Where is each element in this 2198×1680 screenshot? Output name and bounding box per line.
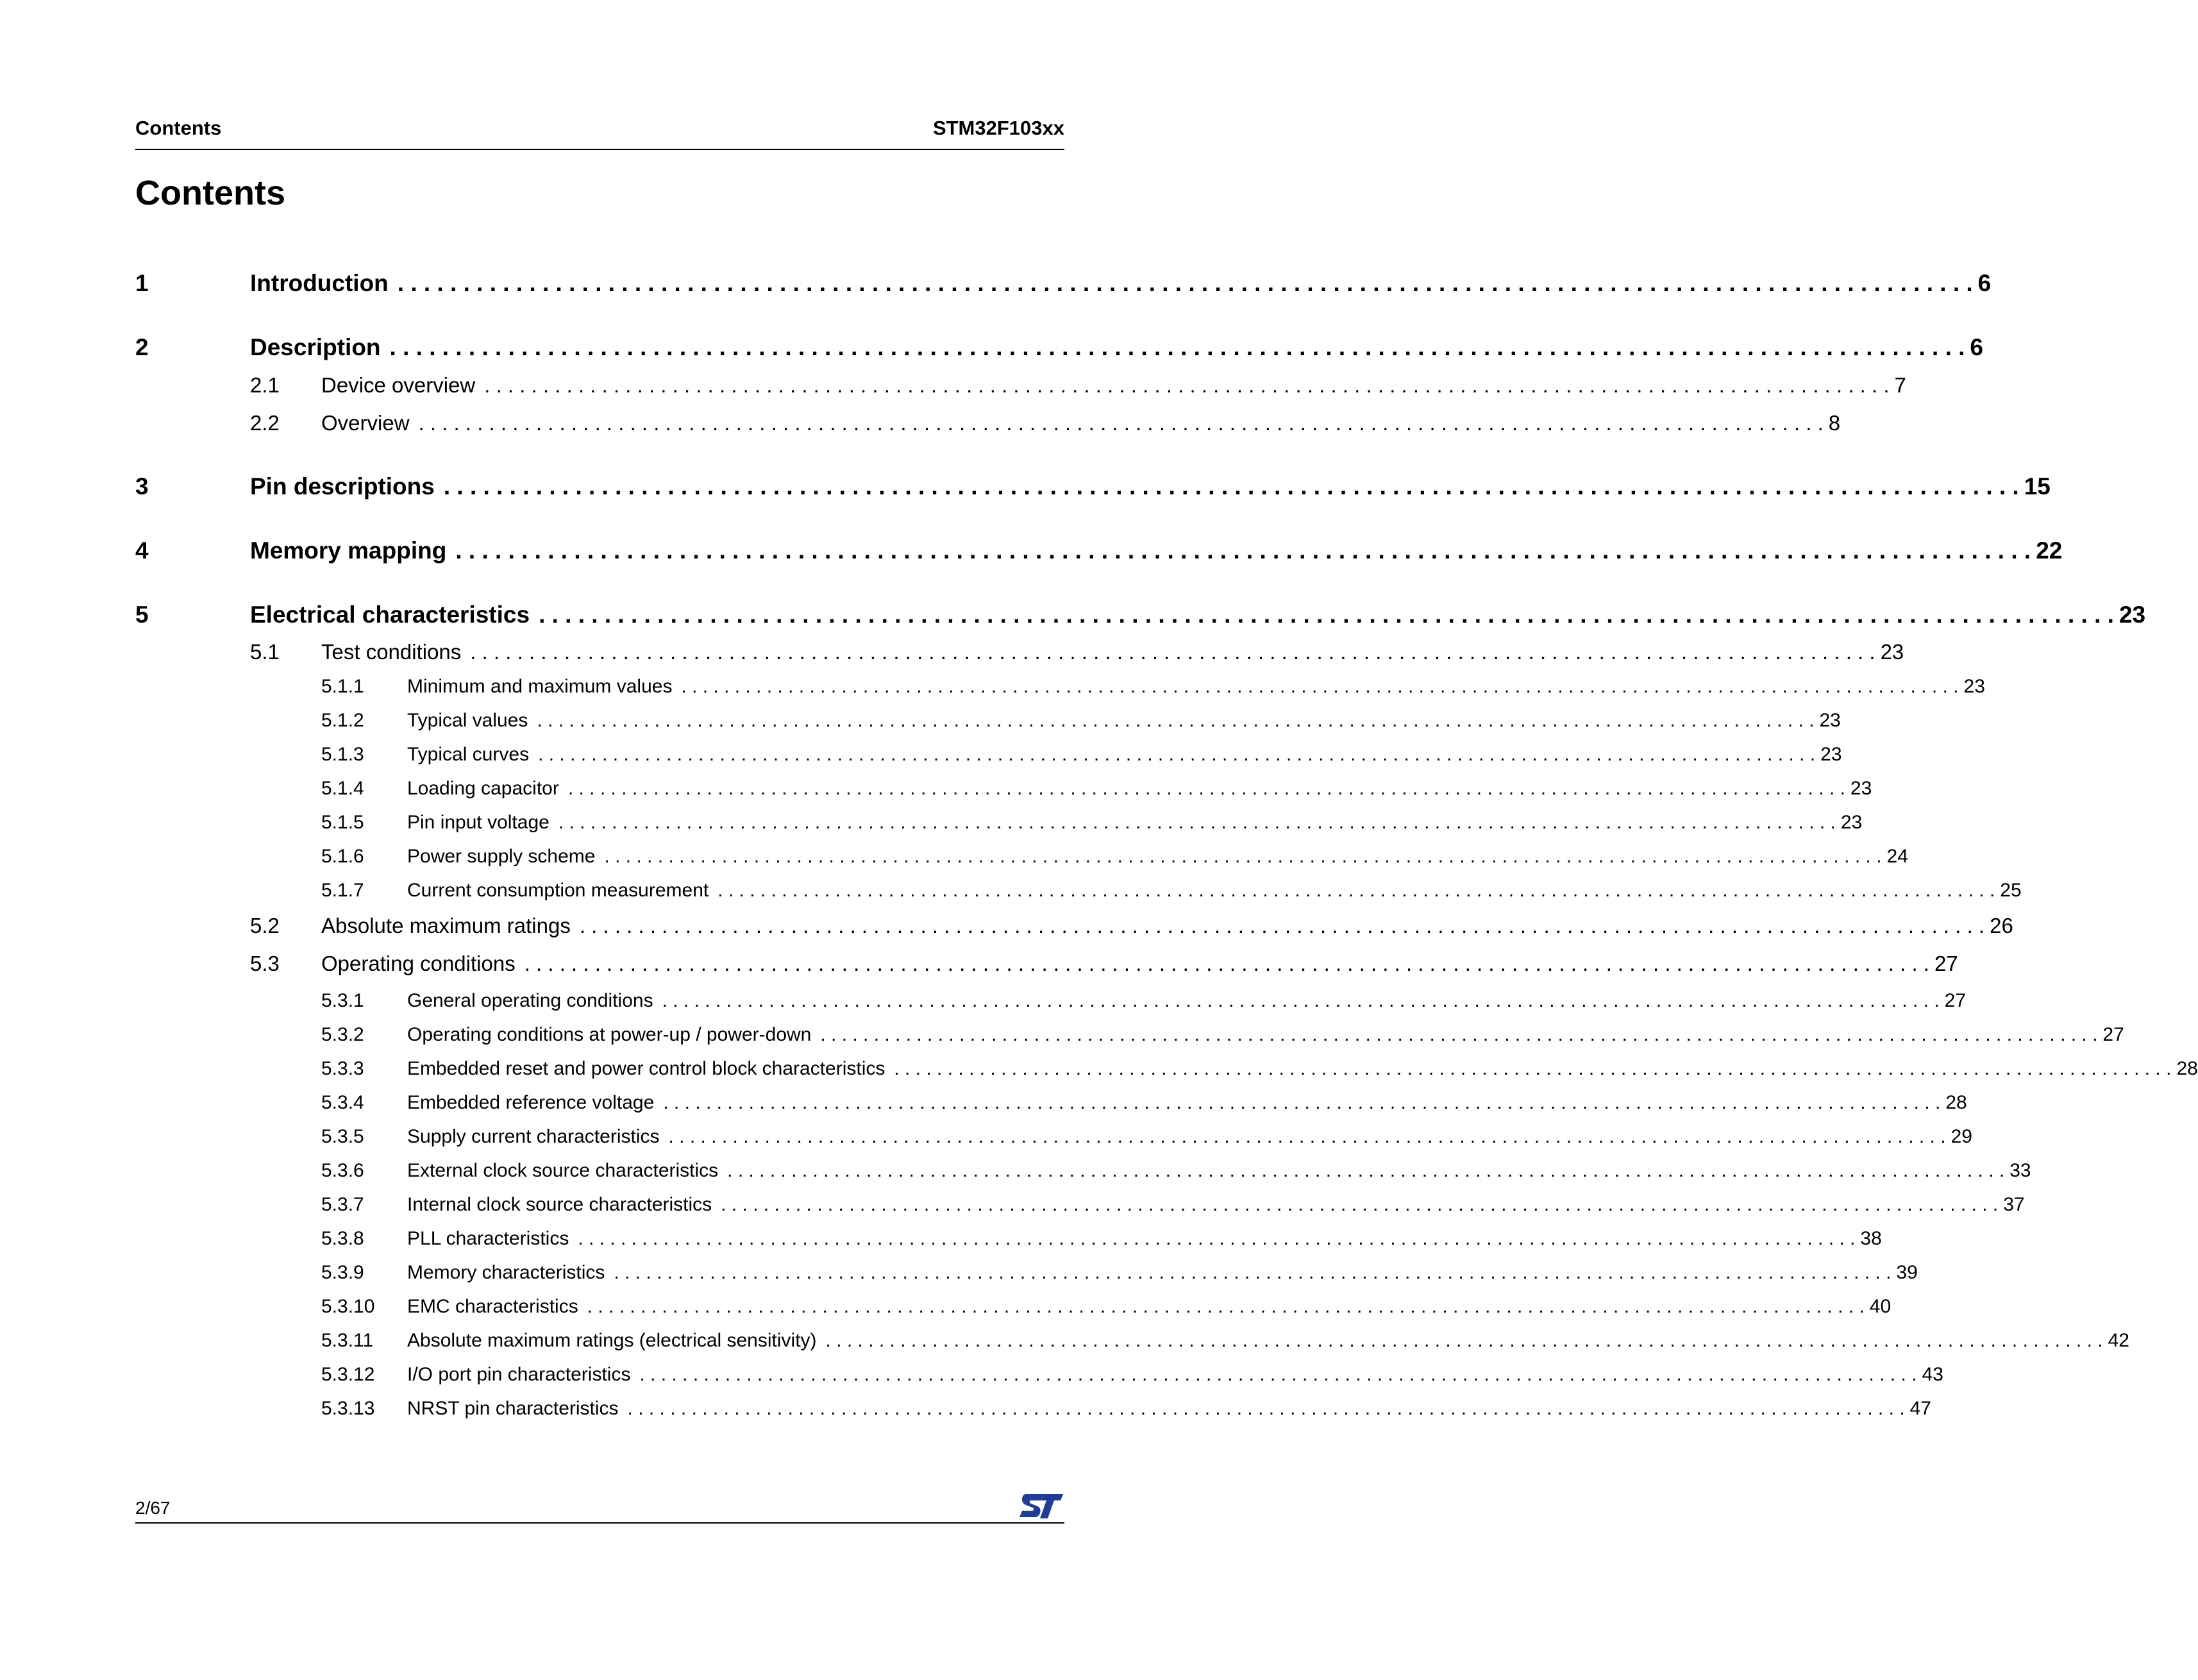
toc-entry-line <box>407 880 2022 902</box>
toc-entry[interactable] <box>135 473 2051 503</box>
toc-entry-number: 5.3.4 <box>321 1092 364 1113</box>
toc-dot-leader: . . . . . . . . . . . . . . . . . . . . . . . . . . . . . . . . . . . . . . . . . . . . . . . . . . . . . . . . . . . . . . . . . . . . . . . . . . . . . . . . . . . . . . . . . . . . . . . . . . . . . . . . . . . . . . . . . . . . . . . . <box>537 710 1815 731</box>
page-title: Contents <box>135 174 285 212</box>
toc-entry-number: 5.3 <box>250 952 280 975</box>
toc-entry[interactable] <box>321 1058 2198 1082</box>
toc-dot-leader: . . . . . . . . . . . . . . . . . . . . . . . . . . . . . . . . . . . . . . . . . . . . . . . . . . . . . . . . . . . . . . . . . . . . . . . . . . . . . . . . . . . . . . . . . . . . . . . . . . . . . . . . . . . . . . . . . . . . . . . . <box>578 1228 1856 1249</box>
toc-entry-page: 37 <box>2003 1194 2025 1215</box>
toc-entry-title: Introduction <box>250 270 389 296</box>
toc-entry[interactable] <box>321 778 1872 802</box>
toc-entry-title: Power supply scheme <box>407 846 596 867</box>
toc-entry-line <box>407 812 1863 834</box>
toc-entry-page: 23 <box>1819 710 1841 731</box>
toc-entry-title: General operating conditions <box>407 990 653 1011</box>
toc-entry-number: 5.1 <box>250 640 280 664</box>
toc-entry-page: 27 <box>1944 990 1967 1011</box>
toc-entry-number: 5.3.11 <box>321 1330 374 1351</box>
toc-entry-title: Current consumption measurement <box>407 880 709 901</box>
toc-entry-page: 33 <box>2009 1160 2031 1181</box>
toc-entry[interactable] <box>250 952 1958 979</box>
toc-entry-page: 42 <box>2108 1330 2129 1351</box>
toc-entry-title: EMC characteristics <box>407 1296 578 1317</box>
toc-entry-number: 5.1.2 <box>321 710 364 731</box>
toc-dot-leader: . . . . . . . . . . . . . . . . . . . . . . . . . . . . . . . . . . . . . . . . . . . . . . . . . . . . . . . . . . . . . . . . . . . . . . . . . . . . . . . . . . . . . . . . . . . . . . . . . . . . . . . . . . . . . . . . . . . . . . . . <box>455 537 2031 564</box>
toc-entry-title: Memory mapping <box>250 537 447 564</box>
toc-entry-title: Operating conditions <box>321 952 516 975</box>
toc-entry[interactable] <box>321 880 2022 904</box>
st-logo-icon <box>1018 1491 1064 1521</box>
toc-entry-number: 5 <box>135 601 149 628</box>
st-logo-t <box>1040 1494 1063 1518</box>
toc-entry-page: 28 <box>1945 1092 1967 1113</box>
toc-entry[interactable] <box>250 411 1841 438</box>
toc-entry-title: Typical curves <box>407 744 530 765</box>
toc-dot-leader: . . . . . . . . . . . . . . . . . . . . . . . . . . . . . . . . . . . . . . . . . . . . . . . . . . . . . . . . . . . . . . . . . . . . . . . . . . . . . . . . . . . . . . . . . . . . . . . . . . . . . . . . . . . . . . . . . . . . . . . . <box>820 1024 2098 1045</box>
toc-dot-leader: . . . . . . . . . . . . . . . . . . . . . . . . . . . . . . . . . . . . . . . . . . . . . . . . . . . . . . . . . . . . . . . . . . . . . . . . . . . . . . . . . . . . . . . . . . . . . . . . . . . . . . . . . . . . . . . . . . . . . . . . <box>717 880 1995 901</box>
toc-dot-leader: . . . . . . . . . . . . . . . . . . . . . . . . . . . . . . . . . . . . . . . . . . . . . . . . . . . . . . . . . . . . . . . . . . . . . . . . . . . . . . . . . . . . . . . . . . . . . . . . . . . . . . . . . . . . . . . . . . . . . . . . <box>558 812 1836 833</box>
toc-entry-number: 5.3.3 <box>321 1058 364 1079</box>
toc-entry-title: NRST pin characteristics <box>407 1398 619 1419</box>
toc-entry-number: 3 <box>135 473 149 500</box>
toc-entry-page: 23 <box>1880 640 1904 664</box>
toc-entry-page: 7 <box>1894 373 1906 397</box>
toc-entry[interactable] <box>321 1194 2025 1218</box>
toc-dot-leader: . . . . . . . . . . . . . . . . . . . . . . . . . . . . . . . . . . . . . . . . . . . . . . . . . . . . . . . . . . . . . . . . . . . . . . . . . . . . . . . . . . . . . . . . . . . . . . . . . . . . . . . . . . . . . . . . . . . . . . . . <box>727 1160 2005 1181</box>
toc-entry[interactable] <box>321 1126 1972 1150</box>
toc-entry-page: 23 <box>1820 744 1842 765</box>
toc-entry[interactable] <box>321 812 1863 836</box>
toc-entry-line <box>407 744 1842 766</box>
toc-entry-line <box>407 846 1908 868</box>
toc-entry[interactable] <box>321 1330 2129 1354</box>
toc-entry-line <box>407 1330 2129 1352</box>
toc-entry-number: 5.3.1 <box>321 990 364 1011</box>
toc-entry[interactable] <box>321 1296 1892 1320</box>
toc-entry-title: Pin descriptions <box>250 473 435 500</box>
toc-entry-number: 5.3.5 <box>321 1126 364 1147</box>
toc-entry-title: Absolute maximum ratings (electrical sensitivity) <box>407 1330 817 1351</box>
toc-entry-title: Internal clock source characteristics <box>407 1194 712 1215</box>
toc-entry-title: Embedded reference voltage <box>407 1092 655 1113</box>
toc-entry-page: 24 <box>1886 846 1908 867</box>
toc-entry[interactable] <box>321 990 1967 1014</box>
toc-entry-line <box>407 1398 1931 1420</box>
toc-entry-title: Minimum and maximum values <box>407 676 673 697</box>
page-number: 2/67 <box>135 1498 171 1518</box>
toc-entry-line <box>250 537 2063 564</box>
toc-entry-line <box>407 1296 1892 1318</box>
toc-entry[interactable] <box>321 1024 2124 1048</box>
toc-entry-number: 5.1.6 <box>321 846 364 867</box>
toc-entry-line <box>407 1262 1918 1284</box>
toc-entry-line <box>250 334 1983 361</box>
toc-entry-number: 2 <box>135 334 149 360</box>
toc-entry[interactable] <box>321 676 1985 700</box>
toc-dot-leader: . . . . . . . . . . . . . . . . . . . . . . . . . . . . . . . . . . . . . . . . . . . . . . . . . . . . . . . . . . . . . . . . . . . . . . . . . . . . . . . . . . . . . . . . . . . . . . . . . . . . . . . . . . . . . . . . . . . . . . . . <box>470 640 1875 664</box>
toc-entry-number: 5.3.2 <box>321 1024 364 1045</box>
toc-entry-page: 47 <box>1909 1398 1931 1419</box>
toc-entry-number: 5.1.5 <box>321 812 364 833</box>
toc-entry-line <box>407 710 1841 732</box>
toc-entry-page: 6 <box>1970 334 1983 360</box>
toc-entry-number: 5.1.1 <box>321 676 364 697</box>
toc-entry[interactable] <box>135 601 2146 631</box>
toc-entry-title: I/O port pin characteristics <box>407 1364 631 1385</box>
st-logo-s <box>1019 1494 1044 1517</box>
toc-dot-leader: . . . . . . . . . . . . . . . . . . . . . . . . . . . . . . . . . . . . . . . . . . . . . . . . . . . . . . . . . . . . . . . . . . . . . . . . . . . . . . . . . . . . . . . . . . . . . . . . . . . . . . . . . . . . . . . . . . . . . . . . <box>389 334 1965 360</box>
toc-entry-title: Absolute maximum ratings <box>321 914 571 937</box>
toc-entry-title: PLL characteristics <box>407 1228 569 1249</box>
st-logo-shape <box>1019 1494 1063 1518</box>
toc-dot-leader: . . . . . . . . . . . . . . . . . . . . . . . . . . . . . . . . . . . . . . . . . . . . . . . . . . . . . . . . . . . . . . . . . . . . . . . . . . . . . . . . . . . . . . . . . . . . . . . . . . . . . . . . . . . . . . . . . . . . . . . . <box>639 1364 1917 1385</box>
toc-entry-page: 40 <box>1869 1296 1892 1317</box>
toc-entry-number: 5.1.3 <box>321 744 364 765</box>
toc-entry-title: Supply current characteristics <box>407 1126 660 1147</box>
toc-entry-page: 8 <box>1828 411 1841 435</box>
toc-dot-leader: . . . . . . . . . . . . . . . . . . . . . . . . . . . . . . . . . . . . . . . . . . . . . . . . . . . . . . . . . . . . . . . . . . . . . . . . . . . . . . . . . . . . . . . . . . . . . . . . . . . . . . . . . . . . . . . . . . . . . . . . <box>418 411 1824 435</box>
toc-dot-leader: . . . . . . . . . . . . . . . . . . . . . . . . . . . . . . . . . . . . . . . . . . . . . . . . . . . . . . . . . . . . . . . . . . . . . . . . . . . . . . . . . . . . . . . . . . . . . . . . . . . . . . . . . . . . . . . . . . . . . . . . <box>524 952 1929 975</box>
toc-dot-leader: . . . . . . . . . . . . . . . . . . . . . . . . . . . . . . . . . . . . . . . . . . . . . . . . . . . . . . . . . . . . . . . . . . . . . . . . . . . . . . . . . . . . . . . . . . . . . . . . . . . . . . . . . . . . . . . . . . . . . . . . <box>397 270 1973 296</box>
toc-entry-line <box>407 990 1967 1012</box>
toc-entry-title: Loading capacitor <box>407 778 559 799</box>
toc-entry-page: 6 <box>1977 270 1992 296</box>
toc-entry[interactable] <box>135 334 1983 364</box>
toc-entry-page: 23 <box>1963 676 1985 697</box>
toc-entry-title: Test conditions <box>321 640 462 664</box>
toc-entry-title: Typical values <box>407 710 528 731</box>
toc-dot-leader: . . . . . . . . . . . . . . . . . . . . . . . . . . . . . . . . . . . . . . . . . . . . . . . . . . . . . . . . . . . . . . . . . . . . . . . . . . . . . . . . . . . . . . . . . . . . . . . . . . . . . . . . . . . . . . . . . . . . . . . . <box>668 1126 1946 1147</box>
toc-entry-page: 29 <box>1951 1126 1972 1147</box>
toc-entry[interactable] <box>250 640 1904 667</box>
toc-dot-leader: . . . . . . . . . . . . . . . . . . . . . . . . . . . . . . . . . . . . . . . . . . . . . . . . . . . . . . . . . . . . . . . . . . . . . . . . . . . . . . . . . . . . . . . . . . . . . . . . . . . . . . . . . . . . . . . . . . . . . . . . <box>579 914 1985 937</box>
toc-entry-line <box>321 373 1906 398</box>
toc-entry[interactable] <box>321 1160 2031 1184</box>
toc-entry-number: 5.1.7 <box>321 880 364 901</box>
toc-entry-line <box>321 411 1841 435</box>
toc-entry-page: 27 <box>2102 1024 2124 1045</box>
toc-entry-line <box>250 601 2146 628</box>
toc-entry-number: 5.3.6 <box>321 1160 364 1181</box>
toc-entry-number: 5.3.7 <box>321 1194 364 1215</box>
toc-entry-number: 1 <box>135 270 149 296</box>
toc-entry-line <box>407 676 1985 698</box>
toc-entry[interactable] <box>135 270 1992 299</box>
toc-entry-line <box>407 778 1872 800</box>
toc-entry-title: Device overview <box>321 373 476 397</box>
toc-dot-leader: . . . . . . . . . . . . . . . . . . . . . . . . . . . . . . . . . . . . . . . . . . . . . . . . . . . . . . . . . . . . . . . . . . . . . . . . . . . . . . . . . . . . . . . . . . . . . . . . . . . . . . . . . . . . . . . . . . . . . . . . <box>604 846 1882 867</box>
toc-dot-leader: . . . . . . . . . . . . . . . . . . . . . . . . . . . . . . . . . . . . . . . . . . . . . . . . . . . . . . . . . . . . . . . . . . . . . . . . . . . . . . . . . . . . . . . . . . . . . . . . . . . . . . . . . . . . . . . . . . . . . . . . <box>663 1092 1941 1113</box>
toc-entry[interactable] <box>321 1228 1882 1252</box>
toc-entry-number: 2.1 <box>250 373 280 397</box>
page-footer <box>135 1494 1064 1524</box>
toc-entry-line <box>407 1058 2198 1080</box>
toc-entry-line <box>321 914 2013 938</box>
toc-entry-page: 26 <box>1990 914 2013 937</box>
toc-dot-leader: . . . . . . . . . . . . . . . . . . . . . . . . . . . . . . . . . . . . . . . . . . . . . . . . . . . . . . . . . . . . . . . . . . . . . . . . . . . . . . . . . . . . . . . . . . . . . . . . . . . . . . . . . . . . . . . . . . . . . . . . <box>538 744 1816 765</box>
toc-entry-line <box>250 473 2051 500</box>
toc-entry-line <box>321 952 1958 976</box>
toc-entry-line <box>407 1024 2124 1046</box>
toc-entry-number: 5.2 <box>250 914 280 937</box>
toc-entry-number: 5.3.13 <box>321 1398 375 1419</box>
toc-dot-leader: . . . . . . . . . . . . . . . . . . . . . . . . . . . . . . . . . . . . . . . . . . . . . . . . . . . . . . . . . . . . . . . . . . . . . . . . . . . . . . . . . . . . . . . . . . . . . . . . . . . . . . . . . . . . . . . . . . . . . . . . <box>825 1330 2103 1351</box>
toc-entry-page: 23 <box>2118 601 2146 628</box>
toc-entry-number: 5.3.12 <box>321 1364 375 1385</box>
toc-dot-leader: . . . . . . . . . . . . . . . . . . . . . . . . . . . . . . . . . . . . . . . . . . . . . . . . . . . . . . . . . . . . . . . . . . . . . . . . . . . . . . . . . . . . . . . . . . . . . . . . . . . . . . . . . . . . . . . . . . . . . . . . <box>587 1296 1865 1317</box>
toc-entry-number: 5.3.9 <box>321 1262 364 1283</box>
header-section: Contents <box>135 117 222 139</box>
toc-entry-line <box>407 1228 1882 1250</box>
toc-entry-number: 2.2 <box>250 411 280 435</box>
toc-entry-title: Operating conditions at power-up / power-down <box>407 1024 812 1045</box>
toc-entry-line <box>407 1364 1943 1386</box>
toc-entry-page: 43 <box>1922 1364 1943 1385</box>
toc-entry-page: 15 <box>2024 473 2051 500</box>
toc-entry-line <box>407 1160 2031 1182</box>
toc-entry-page: 25 <box>2000 880 2022 901</box>
toc-entry-line <box>407 1194 2025 1216</box>
toc-dot-leader: . . . . . . . . . . . . . . . . . . . . . . . . . . . . . . . . . . . . . . . . . . . . . . . . . . . . . . . . . . . . . . . . . . . . . . . . . . . . . . . . . . . . . . . . . . . . . . . . . . . . . . . . . . . . . . . . . . . . . . . . <box>627 1398 1905 1419</box>
toc-entry[interactable] <box>321 1262 1918 1286</box>
toc-entry-title: Description <box>250 334 381 360</box>
toc-entry-line <box>407 1092 1967 1114</box>
toc-entry-number: 5.1.4 <box>321 778 364 799</box>
toc-entry[interactable] <box>321 846 1908 870</box>
toc-entry-title: Pin input voltage <box>407 812 550 833</box>
toc-entry-title: Memory characteristics <box>407 1262 605 1283</box>
toc-dot-leader: . . . . . . . . . . . . . . . . . . . . . . . . . . . . . . . . . . . . . . . . . . . . . . . . . . . . . . . . . . . . . . . . . . . . . . . . . . . . . . . . . . . . . . . . . . . . . . . . . . . . . . . . . . . . . . . . . . . . . . . . <box>681 676 1959 697</box>
toc-entry-line <box>250 270 1992 297</box>
toc-entry[interactable] <box>321 1398 1931 1422</box>
toc-entry-page: 22 <box>2036 537 2063 564</box>
toc-entry-title: External clock source characteristics <box>407 1160 719 1181</box>
toc-entry-number: 5.3.10 <box>321 1296 375 1317</box>
toc-entry[interactable] <box>321 1092 1967 1116</box>
toc-dot-leader: . . . . . . . . . . . . . . . . . . . . . . . . . . . . . . . . . . . . . . . . . . . . . . . . . . . . . . . . . . . . . . . . . . . . . . . . . . . . . . . . . . . . . . . . . . . . . . . . . . . . . . . . . . . . . . . . . . . . . . . . <box>894 1058 2172 1079</box>
toc-entry[interactable] <box>250 373 1906 400</box>
toc-entry[interactable] <box>250 914 2013 941</box>
toc-entry-title: Embedded reset and power control block characteristics <box>407 1058 885 1079</box>
toc-dot-leader: . . . . . . . . . . . . . . . . . . . . . . . . . . . . . . . . . . . . . . . . . . . . . . . . . . . . . . . . . . . . . . . . . . . . . . . . . . . . . . . . . . . . . . . . . . . . . . . . . . . . . . . . . . . . . . . . . . . . . . . . <box>721 1194 1999 1215</box>
toc-dot-leader: . . . . . . . . . . . . . . . . . . . . . . . . . . . . . . . . . . . . . . . . . . . . . . . . . . . . . . . . . . . . . . . . . . . . . . . . . . . . . . . . . . . . . . . . . . . . . . . . . . . . . . . . . . . . . . . . . . . . . . . . <box>614 1262 1892 1283</box>
toc-dot-leader: . . . . . . . . . . . . . . . . . . . . . . . . . . . . . . . . . . . . . . . . . . . . . . . . . . . . . . . . . . . . . . . . . . . . . . . . . . . . . . . . . . . . . . . . . . . . . . . . . . . . . . . . . . . . . . . . . . . . . . . . <box>567 778 1845 799</box>
toc-dot-leader: . . . . . . . . . . . . . . . . . . . . . . . . . . . . . . . . . . . . . . . . . . . . . . . . . . . . . . . . . . . . . . . . . . . . . . . . . . . . . . . . . . . . . . . . . . . . . . . . . . . . . . . . . . . . . . . . . . . . . . . . <box>539 601 2114 628</box>
toc-entry-page: 38 <box>1860 1228 1882 1249</box>
toc-entry-number: 5.3.8 <box>321 1228 364 1249</box>
toc-entry-page: 23 <box>1840 812 1863 833</box>
toc-entry[interactable] <box>135 537 2063 567</box>
toc-entry-line <box>407 1126 1972 1148</box>
toc-entry-title: Electrical characteristics <box>250 601 530 628</box>
toc-entry-number: 4 <box>135 537 149 564</box>
toc-entry[interactable] <box>321 1364 1943 1388</box>
toc-dot-leader: . . . . . . . . . . . . . . . . . . . . . . . . . . . . . . . . . . . . . . . . . . . . . . . . . . . . . . . . . . . . . . . . . . . . . . . . . . . . . . . . . . . . . . . . . . . . . . . . . . . . . . . . . . . . . . . . . . . . . . . . <box>662 990 1940 1011</box>
toc-entry-line <box>321 640 1904 664</box>
toc-entry[interactable] <box>321 744 1842 768</box>
toc-entry-page: 23 <box>1850 778 1872 799</box>
toc-entry-title: Overview <box>321 411 410 435</box>
toc-entry[interactable] <box>321 710 1841 734</box>
toc-entry-page: 27 <box>1934 952 1958 975</box>
toc-dot-leader: . . . . . . . . . . . . . . . . . . . . . . . . . . . . . . . . . . . . . . . . . . . . . . . . . . . . . . . . . . . . . . . . . . . . . . . . . . . . . . . . . . . . . . . . . . . . . . . . . . . . . . . . . . . . . . . . . . . . . . . . <box>443 473 2019 500</box>
toc-dot-leader: . . . . . . . . . . . . . . . . . . . . . . . . . . . . . . . . . . . . . . . . . . . . . . . . . . . . . . . . . . . . . . . . . . . . . . . . . . . . . . . . . . . . . . . . . . . . . . . . . . . . . . . . . . . . . . . . . . . . . . . . <box>484 373 1890 397</box>
toc-entry-page: 39 <box>1896 1262 1918 1283</box>
toc-entry-page: 28 <box>2176 1058 2198 1079</box>
header-product: STM32F103xx <box>932 117 1064 139</box>
